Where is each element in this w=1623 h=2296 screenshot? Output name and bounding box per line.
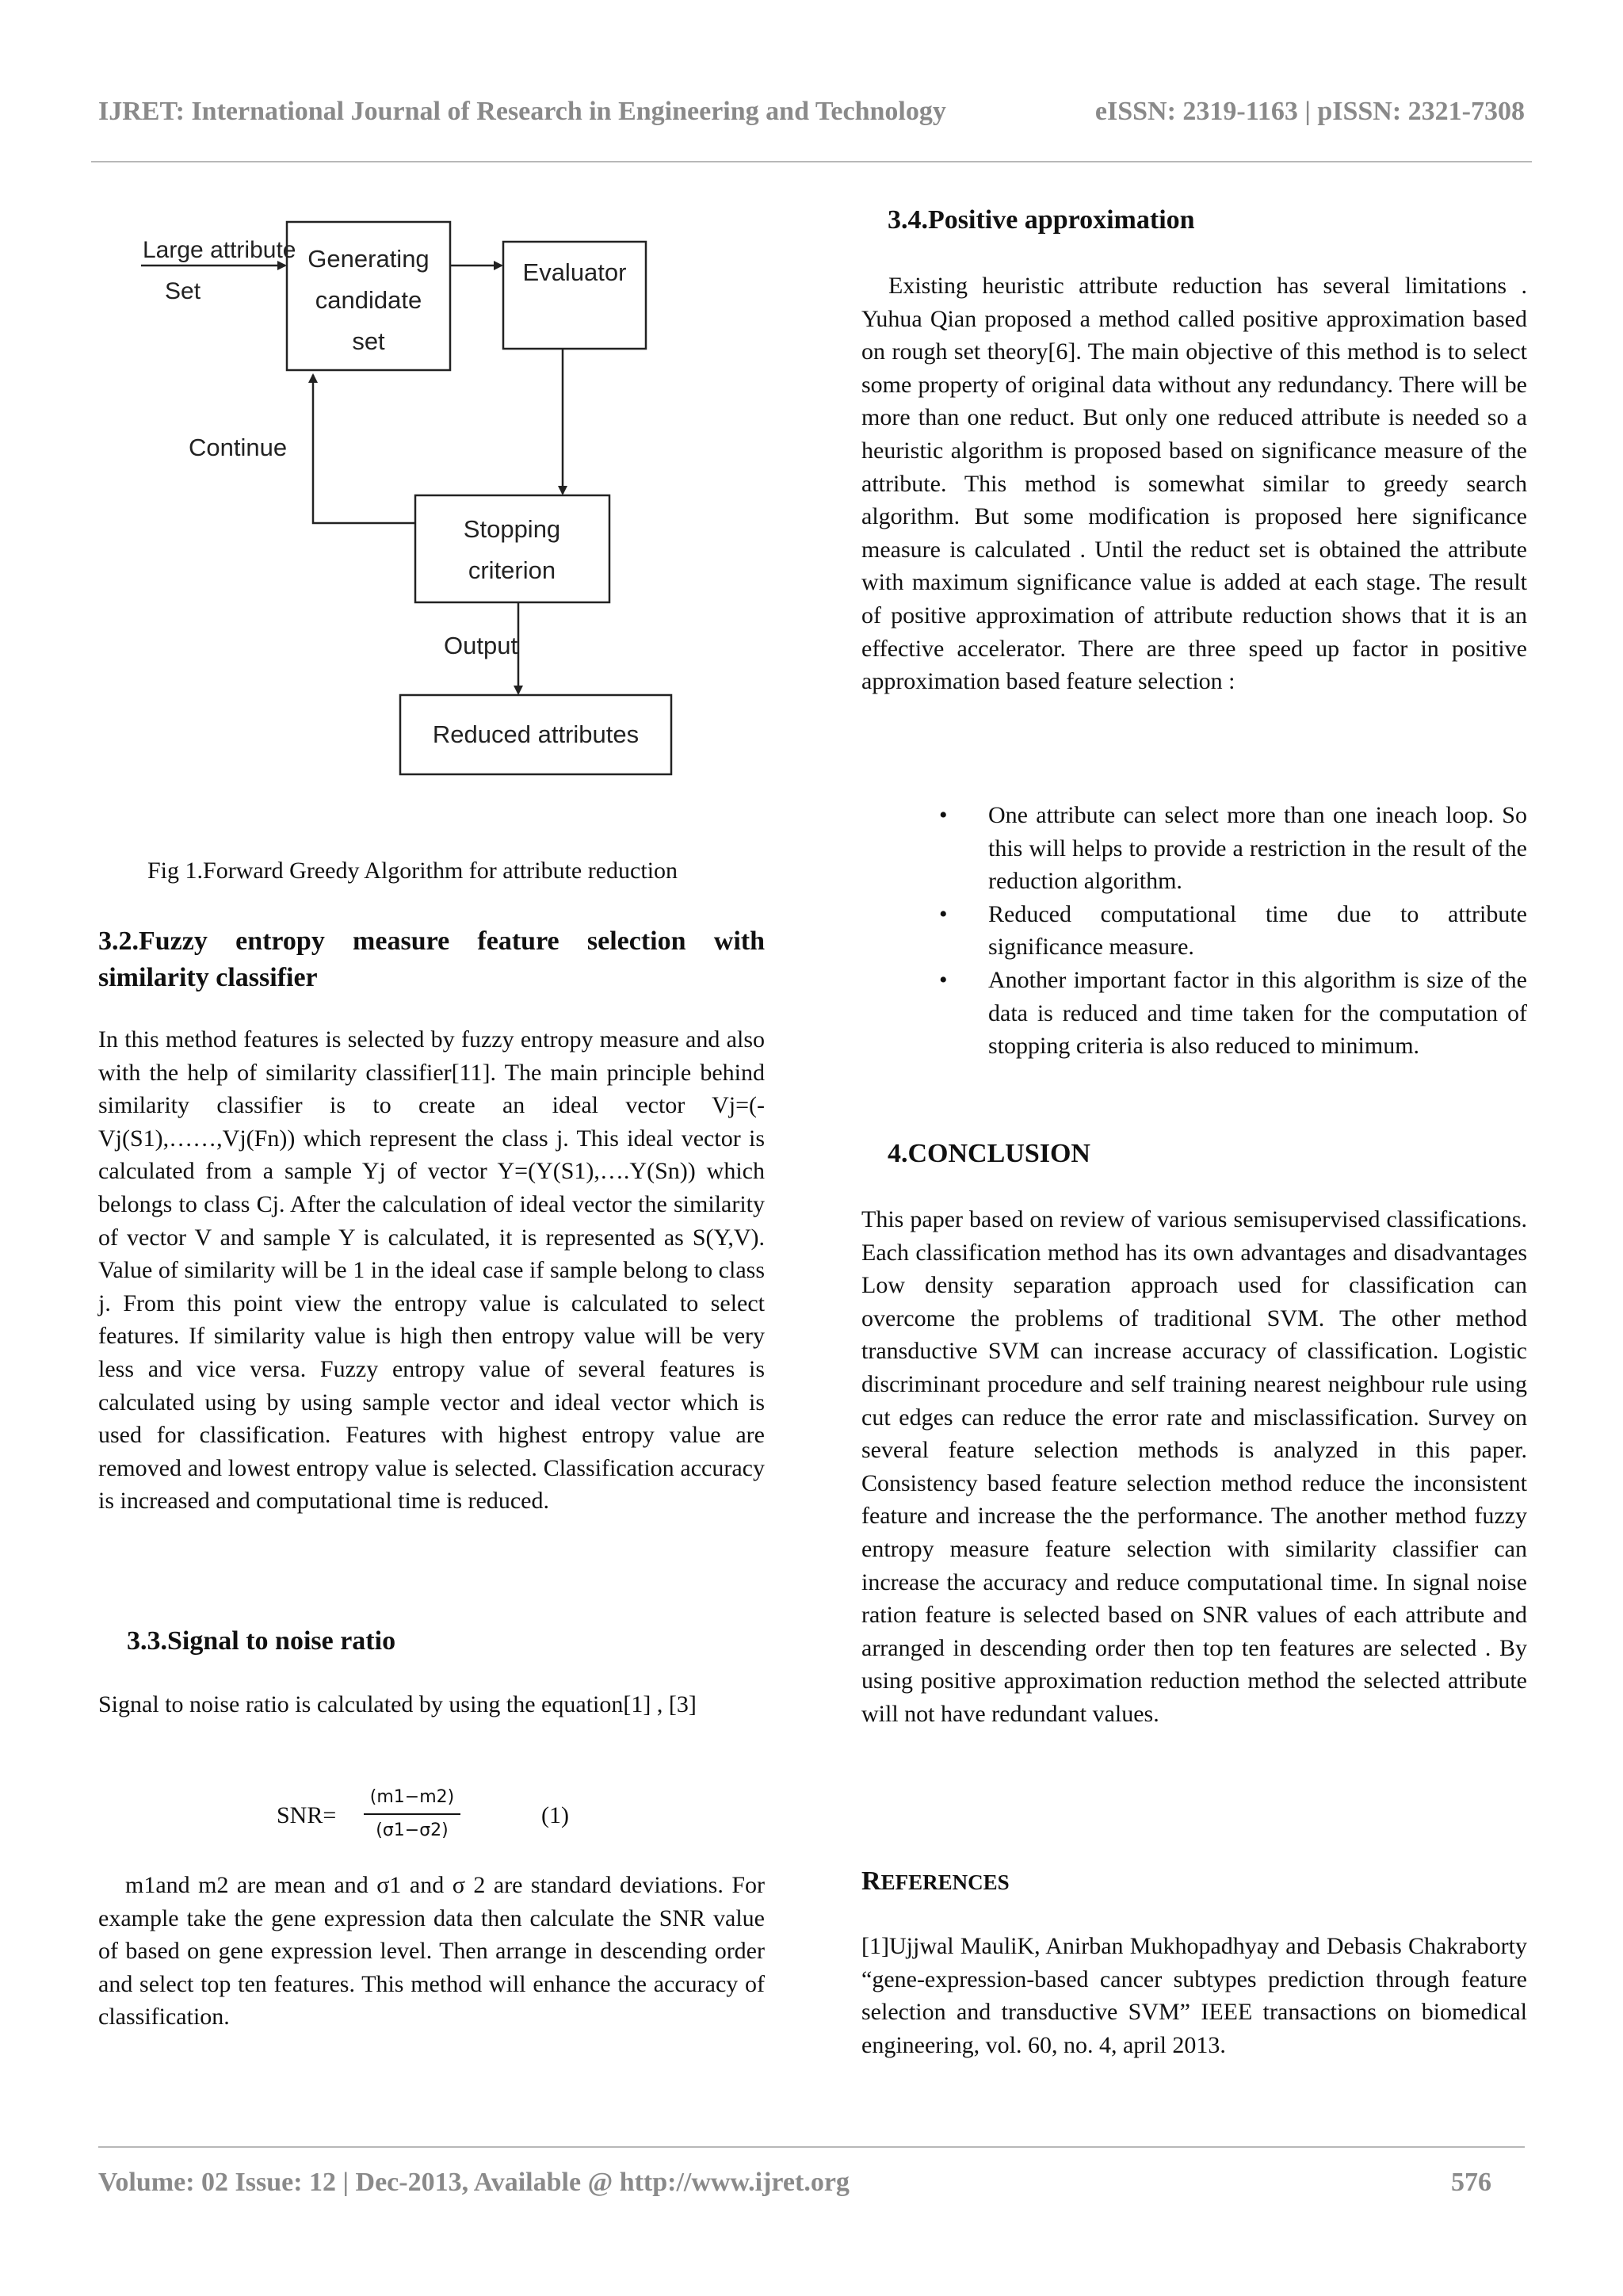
references-heading-rest: EFERENCES: [880, 1870, 1010, 1894]
eq-numerator: (m1−m2): [369, 1787, 455, 1807]
forward-greedy-diagram: [119, 210, 689, 781]
output-label: Output: [444, 632, 518, 659]
page-number: 576: [1451, 2168, 1491, 2197]
references-heading-initial: R: [861, 1866, 881, 1896]
stopping-label-2: criterion: [468, 556, 556, 584]
snr-equation: [269, 1783, 666, 1855]
section-3-4-bullets: [861, 799, 1527, 1063]
generating-label-1: Generating: [307, 245, 430, 273]
page-header: [98, 97, 1525, 136]
header-rule: [91, 161, 1532, 162]
figure-caption: Fig 1.Forward Greedy Algorithm for attribute reduction: [147, 858, 678, 884]
bullet-text: Another important factor in this algorithm is size of the data is reduced and time taken for the computation of stopping criteria is also reduced to minimum.: [988, 966, 1527, 1060]
eq-fraction: [361, 1783, 464, 1845]
footer-rule: [98, 2146, 1525, 2148]
conclusion-heading: 4.CONCLUSION: [888, 1139, 1090, 1168]
bullet-dot: •: [939, 966, 948, 993]
section-3-2-body: In this method features is selected by fuzzy entropy measure and also with the help of similarity classifier[11]. The main principle behind similarity classifier is to create an ideal vector Vj=(-Vj(S1),……,Vj(Fn)) which represent the class j. This ideal vector is calculated from a sample Yj of vector Y=(Y(S1),….Y(Sn)) which belongs to class Cj. After the calculation of ideal vector the similarity of vector V and sample Y is calculated, it is represented as S(Y,V). Value of similarity will be 1 in the ideal case if sample belong to class j. From this point view the entropy value is calculated to select features. If similarity value is high then entropy value will be very less and vice versa. Fuzzy entropy value of several features is calculated using by using sample vector and ideal vector which is used for classification. Features with highest entropy value are removed and lowest entropy value is selected. Classification accuracy is increased and computational time is reduced.: [98, 1026, 765, 1515]
bullet-item: [861, 898, 1527, 964]
stopping-box: [415, 495, 609, 602]
stopping-label-1: Stopping: [463, 515, 561, 543]
evaluator-label: Evaluator: [522, 258, 627, 286]
reduced-label: Reduced attributes: [432, 720, 640, 748]
section-3-4-heading: 3.4.Positive approximation: [888, 205, 1195, 235]
generating-label-2: candidate: [315, 286, 422, 314]
references-heading: [861, 1866, 1010, 1897]
continue-loop-line: [313, 375, 415, 523]
bullet-dot: •: [939, 802, 948, 828]
generating-label-3: set: [352, 327, 385, 355]
bullet-item: [861, 799, 1527, 898]
section-3-3-intro: Signal to noise ratio is calculated by using the equation[1] , [3]: [98, 1691, 697, 1717]
eq-lhs: SNR=: [277, 1802, 337, 1828]
section-3-4-body: Existing heuristic attribute reduction has several limitations . Yuhua Qian proposed a method called positive approximation based on rough set theory[6]. The main objective of this method is to select some property of original data without any redundancy. There will be more than one reduct. But only one reduced attribute is needed so a heuristic algorithm is proposed based on significance measure of the attribute. This method is somewhat similar to greedy search algorithm. But some modification is proposed here significance measure is calculated . Until the reduct set is obtained the attribute with maximum significance value is added at each stage. The result of positive approximation of attribute reduction shows that it is an effective accelerator. There are three speed up factor in positive approximation based feature selection :: [861, 273, 1527, 695]
bullet-text: One attribute can select more than one ineach loop. So this will helps to provide a restriction in the result of the reduction algorithm.: [988, 802, 1527, 895]
bullet-text: Reduced computational time due to attribute significance measure.: [988, 900, 1527, 961]
fraction-bar: [364, 1813, 460, 1815]
input-label-line2: Set: [165, 278, 201, 304]
continue-label: Continue: [189, 434, 288, 461]
section-3-3-heading: 3.3.Signal to noise ratio: [127, 1626, 396, 1656]
eq-denominator: (σ1−σ2): [376, 1820, 449, 1840]
issn-info: eISSN: 2319-1163 | pISSN: 2321-7308: [1094, 97, 1525, 126]
conclusion-body: This paper based on review of various semisupervised classifications. Each classification method has its own advantages and disadvantages Low density separation approach used for classification can overcome the problems of traditional SVM. The other method transductive SVM can increase accuracy of classification. Logistic discriminant procedure and self training nearest neighbour rule using cut edges can reduce the error rate and misclassification. Survey on several feature selection methods is analyzed in this paper. Consistency based feature selection method reduce the inconsistent feature and increase the the performance. The another method fuzzy entropy measure feature selection with similarity classifier can increase the accuracy and reduce computational time. In signal noise ration feature is selected based on SNR values of each attribute and arranged in descending order then top ten features are selected . By using positive approximation reduction method the selected attribute will not have redundant values.: [861, 1206, 1527, 1727]
input-label-line1: Large attribute: [143, 237, 296, 263]
section-3-3-body: m1and m2 are mean and σ1 and σ 2 are standard deviations. For example take the gene expression data then calculate the SNR value of based on gene expression level. Then arrange in descending order and select top ten features. This method will enhance the accuracy of classification.: [98, 1872, 765, 2030]
bullet-item: [861, 964, 1527, 1063]
bullet-dot: •: [939, 900, 948, 927]
page-footer: [98, 2168, 1491, 2207]
eq-label: (1): [541, 1802, 569, 1828]
volume-info: Volume: 02 Issue: 12 | Dec-2013, Available @ http://www.ijret.org: [98, 2168, 850, 2197]
section-3-2-heading: 3.2.Fuzzy entropy measure feature selection with similarity classifier: [98, 926, 765, 992]
section-3-2: [98, 923, 765, 1518]
journal-title: IJRET: International Journal of Research in Engineering and Technology: [98, 97, 946, 126]
reference-1: [1]Ujjwal MauliK, Anirban Mukhopadhyay and Debasis Chakraborty “gene-expression-based cancer subtypes prediction through feature selection and transductive SVM” IEEE transactions on biomedical engineering, vol. 60, no. 4, april 2013.: [861, 1933, 1527, 2058]
